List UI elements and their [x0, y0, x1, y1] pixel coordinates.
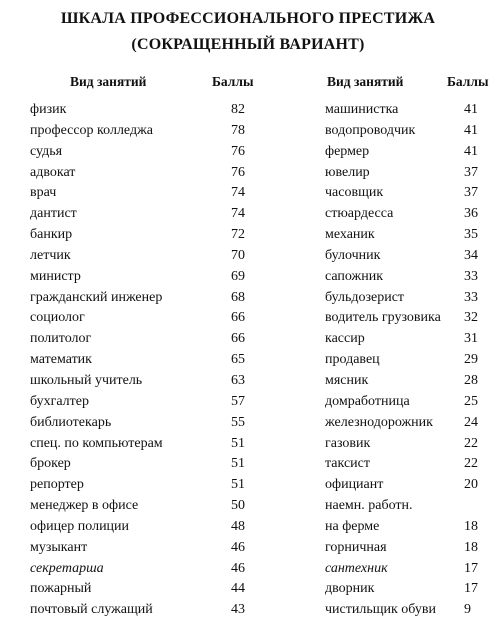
occupation-name: адвокат: [30, 164, 76, 180]
table-row: [30, 496, 280, 517]
right-occupation-list: [325, 100, 485, 621]
occupation-name: на ферме: [325, 518, 380, 534]
table-row: [30, 288, 280, 309]
occupation-name: домработница: [325, 393, 410, 409]
occupation-name: врач: [30, 185, 57, 201]
table-row: [30, 142, 280, 163]
occupation-score: 35: [464, 227, 478, 243]
table-row: [325, 246, 485, 267]
table-row: [325, 538, 485, 559]
occupation-name: министр: [30, 268, 81, 284]
table-row: [325, 517, 485, 538]
occupation-score: 28: [464, 372, 478, 388]
occupation-name: кассир: [325, 331, 365, 347]
occupation-score: 63: [231, 372, 245, 388]
occupation-score: 51: [231, 456, 245, 472]
occupation-score: 41: [464, 143, 478, 159]
occupation-name: секретарша: [30, 560, 104, 576]
table-row: [30, 225, 280, 246]
right-occupation-header: Вид занятий: [327, 74, 404, 89]
occupation-score: 55: [231, 414, 245, 430]
table-row: [30, 392, 280, 413]
occupation-name: машинистка: [325, 102, 399, 117]
occupation-name: гражданский инженер: [30, 289, 163, 305]
occupation-name: железнодорожник: [325, 414, 433, 430]
occupation-name: офицер полиции: [30, 518, 130, 534]
occupation-name: математик: [30, 352, 92, 368]
table-row: [325, 600, 485, 621]
occupation-name: физик: [30, 102, 67, 117]
occupation-name: библиотекарь: [30, 414, 112, 430]
occupation-score: 33: [464, 268, 478, 284]
table-row: [30, 163, 280, 184]
occupation-name: таксист: [325, 456, 370, 472]
table-row: [30, 121, 280, 142]
table-row: [30, 350, 280, 371]
occupation-name: сапожник: [325, 268, 384, 284]
occupation-name: музыкант: [30, 539, 88, 555]
occupation-name: брокер: [30, 456, 71, 472]
occupation-score: 76: [231, 164, 245, 180]
table-row: [325, 496, 485, 517]
table-row: [30, 475, 280, 496]
occupation-score: 70: [231, 247, 245, 263]
table-row: [30, 517, 280, 538]
occupation-name: школьный учитель: [30, 372, 143, 388]
table-row: [30, 100, 280, 121]
occupation-score: 18: [464, 539, 478, 555]
occupation-score: 36: [464, 206, 478, 222]
occupation-name: чистильщик обуви: [325, 602, 436, 618]
occupation-score: 43: [231, 602, 245, 618]
occupation-name: бульдозерист: [325, 289, 405, 305]
occupation-score: 18: [464, 518, 478, 534]
table-row: [30, 246, 280, 267]
occupation-score: 37: [464, 164, 478, 180]
document-title: ШКАЛА ПРОФЕССИОНАЛЬНОГО ПРЕСТИЖА: [60, 10, 436, 27]
occupation-name: мясник: [325, 372, 369, 388]
table-row: [325, 100, 485, 121]
table-row: [30, 413, 280, 434]
table-row: [30, 329, 280, 350]
occupation-score: 22: [464, 435, 478, 451]
occupation-name: продавец: [325, 352, 380, 368]
table-row: [325, 475, 485, 496]
left-occupation-header: Вид занятий: [70, 74, 147, 89]
occupation-name: судья: [30, 143, 63, 159]
occupation-name: механик: [325, 227, 375, 243]
occupation-score: 66: [231, 331, 245, 347]
table-row: [325, 204, 485, 225]
right-score-header: Баллы: [447, 74, 489, 89]
table-row: [325, 392, 485, 413]
occupation-score: 51: [231, 477, 245, 493]
table-row: [30, 183, 280, 204]
occupation-score: 57: [231, 393, 245, 409]
occupation-name: водопроводчик: [325, 122, 416, 138]
table-row: [325, 225, 485, 246]
table-row: [325, 579, 485, 600]
occupation-name: наемн. работн.: [325, 498, 413, 514]
occupation-name: социолог: [30, 310, 85, 326]
occupation-name: булочник: [325, 247, 381, 263]
table-row: [325, 121, 485, 142]
occupation-score: 46: [231, 539, 245, 555]
occupation-score: 32: [464, 310, 478, 326]
table-row: [30, 600, 280, 621]
occupation-name: горничная: [325, 539, 387, 555]
table-row: [325, 454, 485, 475]
occupation-name: репортер: [30, 477, 84, 493]
table-row: [30, 434, 280, 455]
table-row: [325, 350, 485, 371]
occupation-score: 66: [231, 310, 245, 326]
occupation-score: 68: [231, 289, 245, 305]
occupation-score: 72: [231, 227, 245, 243]
occupation-score: 33: [464, 289, 478, 305]
occupation-name: ювелир: [325, 164, 370, 180]
table-row: [325, 329, 485, 350]
table-row: [30, 579, 280, 600]
table-row: [325, 183, 485, 204]
occupation-score: 34: [464, 247, 478, 263]
occupation-name: почтовый служащий: [30, 602, 153, 618]
occupation-score: 41: [464, 122, 478, 138]
occupation-name: дворник: [325, 581, 375, 597]
occupation-name: стюардесса: [325, 206, 394, 222]
table-row: [325, 308, 485, 329]
occupation-score: 51: [231, 435, 245, 451]
occupation-name: политолог: [30, 331, 92, 347]
table-row: [30, 371, 280, 392]
occupation-name: пожарный: [30, 581, 92, 597]
occupation-score: 44: [231, 581, 245, 597]
occupation-score: 24: [464, 414, 478, 430]
occupation-name: фермер: [325, 143, 370, 159]
occupation-score: 20: [464, 477, 478, 493]
left-occupation-list: [30, 100, 280, 621]
occupation-score: 25: [464, 393, 478, 409]
occupation-name: спец. по компьютерам: [30, 435, 163, 451]
occupation-score: 76: [231, 143, 245, 159]
document-subtitle: (СОКРАЩЕННЫЙ ВАРИАНТ): [131, 36, 365, 53]
occupation-score: 82: [231, 102, 245, 117]
occupation-name: банкир: [30, 227, 73, 243]
table-row: [325, 413, 485, 434]
table-row: [325, 434, 485, 455]
occupation-score: 46: [231, 560, 245, 576]
table-row: [325, 559, 485, 580]
left-score-header: Баллы: [212, 74, 254, 89]
occupation-name: часовщик: [325, 185, 384, 201]
occupation-score: 50: [231, 498, 245, 514]
occupation-score: 65: [231, 352, 245, 368]
occupation-score: 31: [464, 331, 478, 347]
occupation-name: бухгалтер: [30, 393, 89, 409]
occupation-score: 22: [464, 456, 478, 472]
table-row: [325, 163, 485, 184]
table-row: [30, 454, 280, 475]
table-row: [325, 288, 485, 309]
occupation-name: менеджер в офисе: [30, 498, 139, 514]
occupation-name: летчик: [30, 247, 71, 263]
occupation-name: водитель грузовика: [325, 310, 441, 326]
occupation-name: официант: [325, 477, 384, 493]
table-row: [30, 308, 280, 329]
occupation-score: 29: [464, 352, 478, 368]
occupation-score: 69: [231, 268, 245, 284]
occupation-score: 37: [464, 185, 478, 201]
table-row: [325, 267, 485, 288]
occupation-name: газовик: [325, 435, 371, 451]
table-row: [325, 142, 485, 163]
occupation-name: дантист: [30, 206, 77, 222]
occupation-score: 9: [464, 602, 471, 618]
occupation-score: 17: [464, 581, 478, 597]
occupation-score: 17: [464, 560, 478, 576]
table-row: [30, 204, 280, 225]
occupation-name: сантехник: [325, 560, 388, 576]
table-row: [30, 559, 280, 580]
occupation-score: 41: [464, 102, 478, 117]
occupation-score: 74: [231, 206, 245, 222]
table-row: [30, 267, 280, 288]
occupation-score: 78: [231, 122, 245, 138]
table-row: [325, 371, 485, 392]
occupation-score: 48: [231, 518, 245, 534]
occupation-name: профессор колледжа: [30, 122, 153, 138]
table-row: [30, 538, 280, 559]
occupation-score: 74: [231, 185, 245, 201]
